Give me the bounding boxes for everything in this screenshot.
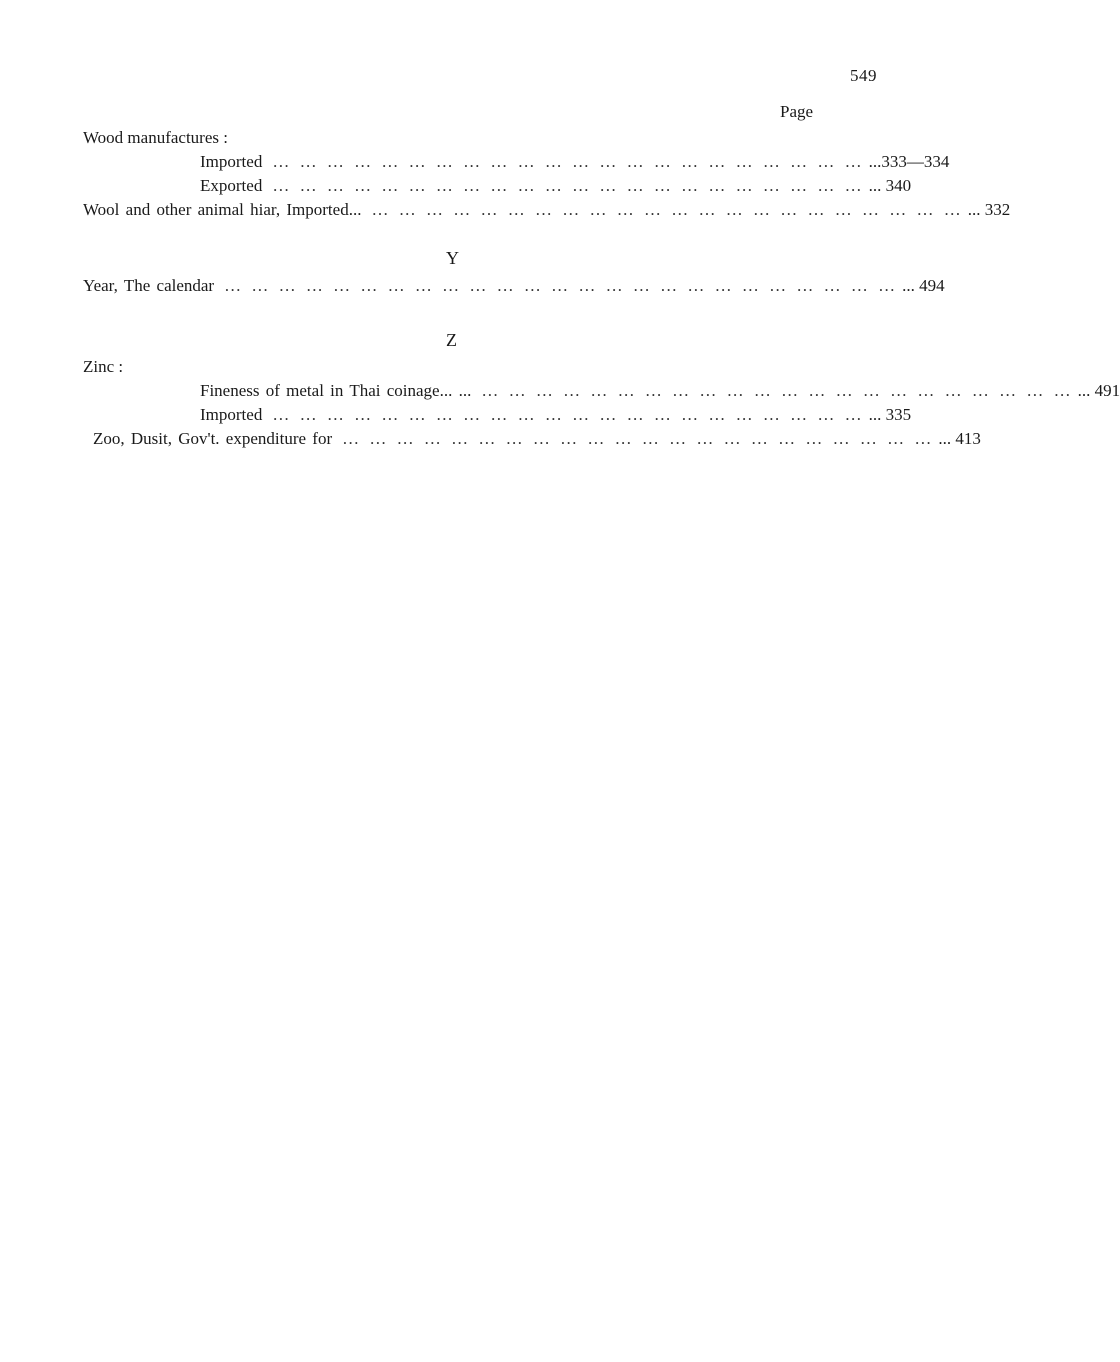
page-number: 549 — [850, 66, 877, 85]
entry-label: Exported — [200, 176, 263, 195]
index-entry — [83, 199, 1011, 221]
entry-pages: ... 332 — [967, 200, 1011, 219]
index-entry — [200, 404, 912, 426]
section-letter-z: Z — [446, 330, 457, 350]
index-entry — [83, 275, 945, 297]
dot-leader: … … … … … … … … … … … … … … … … … … … … … … — [272, 405, 865, 424]
entry-label: Zoo, Dusit, Gov't. expenditure for — [93, 429, 333, 448]
index-heading-zinc: Zinc : — [83, 357, 124, 376]
dot-leader: … … … … … … … … … … … … … … … … … … … … … … — [481, 381, 1074, 400]
index-entry — [200, 380, 1120, 402]
entry-label: Fineness of metal in Thai coinage... ... — [200, 381, 472, 400]
entry-pages: ... 491 — [1077, 381, 1120, 400]
entry-label: Imported — [200, 152, 263, 171]
dot-leader: … … … … … … … … … … … … … … … … … … … … … … — [272, 176, 865, 195]
page-column-heading: Page — [780, 102, 814, 121]
entry-pages: ...333—334 — [868, 152, 950, 171]
index-entry — [93, 428, 981, 450]
entry-label: Year, The calendar — [83, 276, 215, 295]
index-entry — [200, 175, 912, 197]
entry-pages: ... 340 — [868, 176, 912, 195]
entry-label: Imported — [200, 405, 263, 424]
entry-pages: ... 494 — [902, 276, 945, 295]
entry-pages: ... 335 — [868, 405, 912, 424]
entry-pages: ... 413 — [938, 429, 981, 448]
index-heading-wood-manufactures: Wood manufactures : — [83, 128, 228, 147]
dot-leader: … … … … … … … … … … … … … … … … … … … … … … — [272, 152, 865, 171]
dot-leader: … … … … … … … … … … … … … … … … … … … … … … — [342, 429, 935, 448]
section-letter-y: Y — [446, 248, 459, 268]
index-entry — [200, 151, 950, 173]
dot-leader: … … … … … … … … … … … … … … … … … … … … … … — [371, 200, 964, 219]
dot-leader: … … … … … … … … … … … … … … … … … … … … … … … … … — [224, 276, 899, 295]
entry-label: Wool and other animal hiar, Imported... — [83, 200, 362, 219]
